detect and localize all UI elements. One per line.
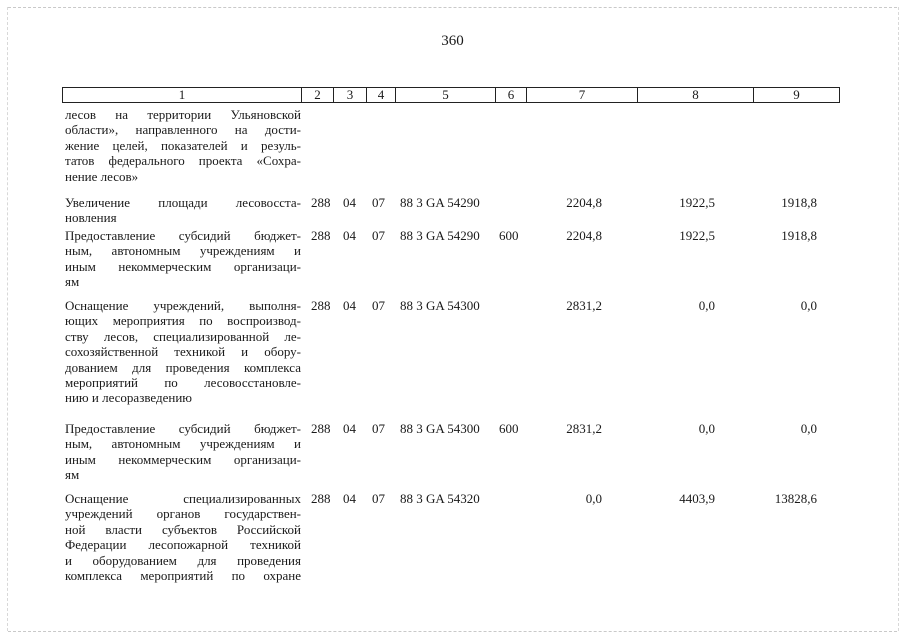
description-line: нию и лесоразведению [65,390,193,406]
description-line: Предоставление субсидий бюджет- [65,228,301,243]
description-line: дованием для проведения комплекса [65,359,301,375]
row-description [65,195,301,226]
admin-code: 288 [311,421,331,436]
description-line: ству лесов, специализированной ле- [65,328,301,344]
amount-col7: 2831,2 [566,421,602,436]
amount-col7: 2204,8 [566,228,602,243]
column-header-4: 4 [367,88,396,102]
page-number: 360 [441,33,464,49]
column-header-3: 3 [334,88,367,102]
section-code: 04 [343,491,356,506]
row-description [65,491,301,583]
section-code: 04 [343,298,356,313]
description-line: иным некоммерческим организаци- [65,258,301,274]
subsection-code: 07 [372,421,385,436]
description-line: новления [65,210,117,226]
amount-col9: 1918,8 [781,228,817,243]
scan-edge-bottom [8,631,897,632]
admin-code: 288 [311,195,331,210]
target-article-code: 88 3 GA 54300 [400,298,480,313]
subsection-code: 07 [372,298,385,313]
amount-col8: 0,0 [698,421,715,436]
description-line: Оснащение учреждений, выполня- [65,298,301,313]
target-article-code: 88 3 GA 54300 [400,421,480,436]
description-line: татов федерального проекта «Сохра- [65,153,301,169]
column-header-6: 6 [496,88,527,102]
description-line: жение целей, показателей и резуль- [65,137,301,153]
description-line: учреждений органов государствен- [65,506,301,522]
section-code: 04 [343,228,356,243]
expense-type-code: 600 [499,228,519,243]
description-line: ющих мероприятия по воспроизвод- [65,313,301,329]
description-line: ным, автономным учреждениям и [65,243,301,259]
amount-col7: 2831,2 [566,298,602,313]
section-code: 04 [343,195,356,210]
description-line: ям [65,274,80,290]
scan-edge-right [898,7,899,631]
column-header-2: 2 [302,88,334,102]
admin-code: 288 [311,228,331,243]
row-description [65,421,301,483]
row-description [65,228,301,290]
admin-code: 288 [311,491,331,506]
amount-col7: 0,0 [585,491,602,506]
amount-col9: 0,0 [800,298,817,313]
description-line: и оборудованием для проведения [65,552,301,568]
target-article-code: 88 3 GA 54290 [400,228,480,243]
row-description [65,298,301,406]
amount-col8: 0,0 [698,298,715,313]
description-line: Увеличение площади лесовосста- [65,195,301,210]
admin-code: 288 [311,298,331,313]
amount-col8: 4403,9 [679,491,715,506]
row-description [65,107,301,184]
description-line: Оснащение специализированных [65,491,301,506]
description-line: ным, автономным учреждениям и [65,436,301,452]
amount-col8: 1922,5 [679,195,715,210]
column-header-8: 8 [638,88,754,102]
column-header-7: 7 [527,88,638,102]
subsection-code: 07 [372,228,385,243]
description-line: ной власти субъектов Российской [65,521,301,537]
description-line: Федерации лесопожарной техникой [65,537,301,553]
description-line: лесов на территории Ульяновской [65,107,301,122]
scan-edge-left [7,7,8,631]
amount-col7: 2204,8 [566,195,602,210]
description-line: иным некоммерческим организаци- [65,451,301,467]
target-article-code: 88 3 GA 54290 [400,195,480,210]
description-line: мероприятий по лесовосстановле- [65,375,301,391]
description-line: Предоставление субсидий бюджет- [65,421,301,436]
section-code: 04 [343,421,356,436]
amount-col9: 1918,8 [781,195,817,210]
description-line: области», направленного на дости- [65,122,301,138]
description-line: ям [65,467,80,483]
amount-col9: 13828,6 [774,491,817,506]
column-header-1: 1 [63,88,302,102]
scan-edge-top [8,7,897,8]
description-line: сохозяйственной техникой и обору- [65,344,301,360]
amount-col8: 1922,5 [679,228,715,243]
table-header-row [62,87,840,103]
column-header-5: 5 [396,88,496,102]
description-line: комплекса мероприятий по охране [65,568,301,584]
subsection-code: 07 [372,491,385,506]
description-line: нение лесов» [65,168,139,184]
expense-type-code: 600 [499,421,519,436]
target-article-code: 88 3 GA 54320 [400,491,480,506]
column-header-9: 9 [793,87,800,102]
subsection-code: 07 [372,195,385,210]
amount-col9: 0,0 [800,421,817,436]
